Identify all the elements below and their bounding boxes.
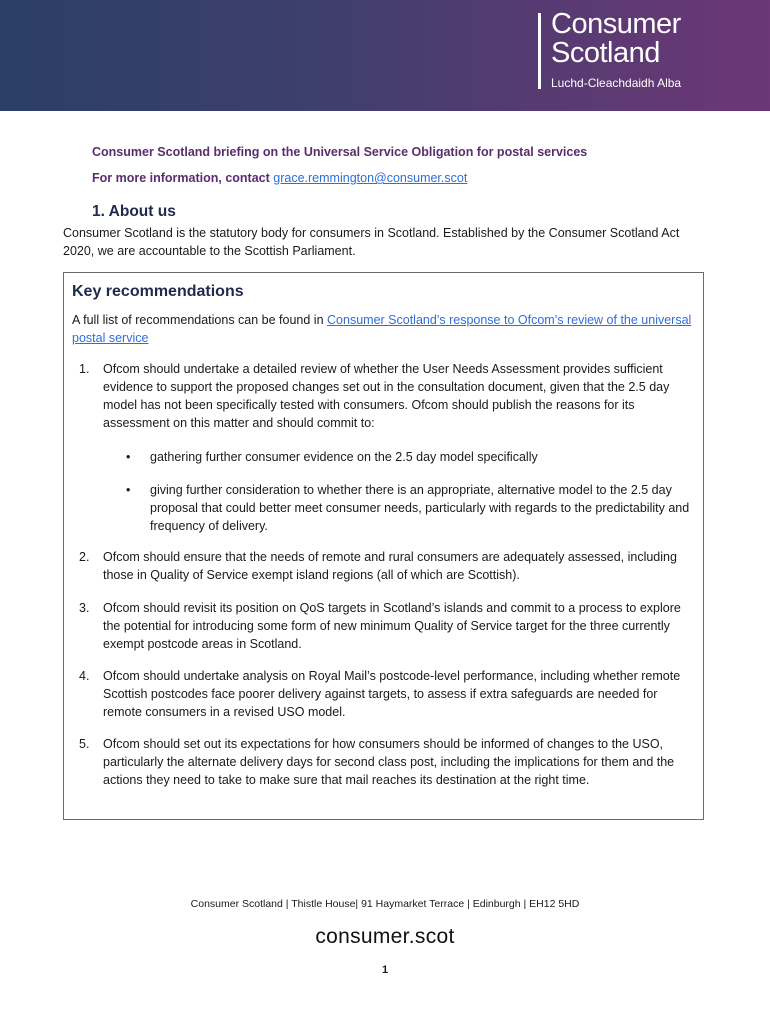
- logo-line-1: Consumer: [551, 8, 681, 40]
- bullet-text: gathering further consumer evidence on the 2.5 day model specifically: [150, 450, 538, 464]
- key-recommendations-title: Key recommendations: [72, 283, 244, 300]
- contact-email-link[interactable]: grace.remmington@consumer.scot: [273, 171, 468, 185]
- bullet-icon: •: [126, 450, 131, 464]
- bullet-icon: •: [126, 483, 131, 497]
- logo-wordmark: [551, 10, 681, 68]
- footer-site-text: consumer.scot: [315, 925, 455, 948]
- item-text: Ofcom should ensure that the needs of remote and rural consumers are adequately assessed, including those in Quality of Service exempt island regions (all of which are Scottish).: [103, 550, 677, 582]
- page-number: 1: [381, 964, 389, 976]
- about-heading: 1. About us: [92, 203, 176, 220]
- intro-text: A full list of recommendations can be found in: [72, 313, 324, 327]
- item-text: Ofcom should undertake analysis on Royal Mail’s postcode-level performance, including whether remote Scottish postcodes face poorer delivery against targets, to assess if extra safeguards are needed for remote consumers in a revised USO model.: [103, 669, 681, 719]
- bullet-text: giving further consideration to whether there is an appropriate, alternative model to the 2.5 day proposal that could better meet consumer needs, particularly with regards to the predictability and frequency of delivery.: [150, 483, 690, 533]
- contact-label: For more information, contact: [92, 171, 270, 185]
- item-text: Ofcom should undertake a detailed review of whether the User Needs Assessment provides sufficient evidence to support the proposed changes set out in the consultation document, given that the 2.5 day model has not been specifically tested with consumers. Ofcom should publish the reasons for its assessment on this matter and should commit to:: [103, 362, 670, 430]
- item-number: 2.: [79, 550, 90, 564]
- footer-site-link[interactable]: [0, 925, 770, 949]
- logo-divider: [538, 13, 541, 89]
- item-text: Ofcom should set out its expectations for how consumers should be informed of changes to the USO, particularly the alternate delivery days for second class post, including the implications for them and the actions they need to take to make sure that mail reaches its destination at the right time.: [103, 737, 675, 787]
- key-recommendations-intro: [72, 311, 696, 347]
- briefing-title: Consumer Scotland briefing on the Universal Service Obligation for postal services: [92, 145, 588, 159]
- item-number: 3.: [79, 601, 90, 615]
- logo-line-2: Scotland: [551, 37, 660, 69]
- ofcom-response-link[interactable]: Consumer Scotland’s response to Ofcom’s review of the universal postal service: [72, 313, 692, 345]
- contact-line: [92, 171, 467, 185]
- item-number: 1.: [79, 362, 90, 376]
- footer-address: Consumer Scotland | Thistle House| 91 Haymarket Terrace | Edinburgh | EH12 5HD: [190, 898, 580, 910]
- logo-tagline: Luchd-Cleachdaidh Alba: [551, 76, 682, 90]
- about-text: Consumer Scotland is the statutory body for consumers in Scotland. Established by the Consumer Scotland Act 2020, we are accountable to the Scottish Parliament.: [63, 226, 680, 258]
- header-banner: [0, 0, 770, 111]
- item-number: 4.: [79, 669, 90, 683]
- item-text: Ofcom should revisit its position on QoS targets in Scotland’s islands and commit to a process to explore the potential for introducing some form of new minimum Quality of Service target for the three currently exempt postcode areas in Scotland.: [103, 601, 681, 651]
- key-recommendations-box: [63, 272, 704, 820]
- item-number: 5.: [79, 737, 90, 751]
